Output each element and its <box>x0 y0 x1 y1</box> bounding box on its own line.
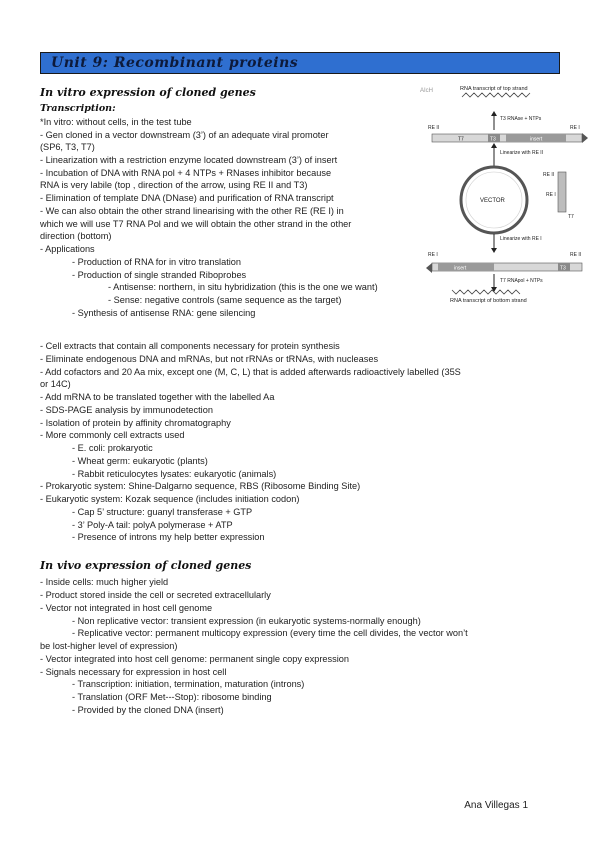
text-line: - Antisense: northern, in situ hybridization (this is the one we want) <box>108 282 378 292</box>
t3-bottom-label: T3 <box>560 265 566 272</box>
text-line: - Inside cells: much higher yield <box>40 577 169 587</box>
text-line: - Vector integrated into host cell genome: permanent single copy expression <box>40 654 349 664</box>
insert-block-vertical <box>558 172 566 212</box>
page-footer: Ana Villegas 1 <box>464 800 528 811</box>
text-line: - SDS-PAGE analysis by immunodetection <box>40 405 213 415</box>
text-line: - Linearization with a restriction enzyme located downstream (3’) of insert <box>40 155 338 165</box>
insert-top-label: insert <box>530 136 543 143</box>
text-line: - Rabbit reticulocytes lysates: eukaryotic (animals) <box>72 469 277 479</box>
re2-bottom-label: RE II <box>570 252 582 258</box>
text-line: - Cap 5’ structure: guanyl transferase + GTP <box>72 507 253 517</box>
text-line: - Production of RNA for in vitro translation <box>72 257 242 267</box>
text-line: - E. coli: prokaryotic <box>72 443 153 453</box>
text-line: - Non replicative vector: transient expression (in eukaryotic systems-normally enough) <box>72 616 421 626</box>
top-transcript-label: RNA transcript of top strand <box>460 86 528 92</box>
section-heading-in-vivo: In vivo expression of cloned genes <box>40 559 252 572</box>
vector-label: VECTOR <box>480 198 505 204</box>
text-line: - Product stored inside the cell or secreted extracellularly <box>40 590 271 600</box>
linearize-re2-label: Linearize with RE II <box>500 150 544 156</box>
bottom-rna-zigzag <box>452 290 520 294</box>
text-line: - Presence of introns my help better expression <box>72 532 265 542</box>
text-line: - Sense: negative controls (same sequence as the target) <box>108 295 342 305</box>
linearize-up-arrow-head <box>491 143 497 148</box>
re1-bottom-label: RE I <box>428 252 438 258</box>
bottom-dna-arrowhead <box>426 263 432 273</box>
text-line: - Add mRNA to be translated together with the labelled Aa <box>40 392 275 402</box>
text-line: which we will use T7 RNA Pol and we will obtain the other strand in the other <box>40 219 352 229</box>
text-line: - Elimination of template DNA (DNase) and purification of RNA transcript <box>40 193 334 203</box>
re2-top-label: RE II <box>428 125 440 131</box>
section-heading-in-vitro: In vitro expression of cloned genes <box>40 86 256 99</box>
transcription-diagram <box>418 84 590 304</box>
bottom-transcript-label: RNA transcript of bottom strand <box>450 298 527 304</box>
top-rna-zigzag <box>462 93 530 97</box>
linearize-re1-label: Linearize with RE I <box>500 236 542 242</box>
text-line: - Vector not integrated in host cell genome <box>40 603 213 613</box>
text-line: - Provided by the cloned DNA (insert) <box>72 705 224 715</box>
t7-top-label: T7 <box>458 136 464 143</box>
bottom-down-arrow-head <box>491 287 497 292</box>
text-line: - Signals necessary for expression in host cell <box>40 667 227 677</box>
text-line: RNA is very labile (top , direction of the arrow, using RE II and T3) <box>40 180 308 190</box>
text-line: - Replicative vector: permanent multicopy expression (every time the cell divides, the vector won’t <box>72 628 468 638</box>
text-line: or 14C) <box>40 379 71 389</box>
corner-label: AIcH <box>420 88 434 94</box>
re1-top-label: RE I <box>570 125 580 131</box>
text-line: - 3’ Poly-A tail: polyA polymerase + ATP <box>72 520 233 530</box>
text-line: direction (bottom) <box>40 231 112 241</box>
text-line: - Translation (ORF Met---Stop): ribosome binding <box>72 692 272 702</box>
text-line: - Wheat germ: eukaryotic (plants) <box>72 456 208 466</box>
bottom-pol-label: T7 RNApol + NTPs <box>500 278 543 284</box>
re1-side-label: RE I <box>546 192 556 198</box>
text-line: - Prokaryotic system: Shine-Dalgarno sequence, RBS (Ribosome Binding Site) <box>40 481 361 491</box>
text-line: - More commonly cell extracts used <box>40 430 185 440</box>
text-line: - We can also obtain the other strand linearising with the other RE (RE I) in <box>40 206 344 216</box>
text-line: *In vitro: without cells, in the test tube <box>40 117 192 127</box>
text-line: - Eliminate endogenous DNA and mRNAs, but not rRNAs or tRNAs, with nucleases <box>40 354 379 364</box>
t7-side-label: T7 <box>568 214 574 220</box>
text-line: - Transcription: initiation, termination, maturation (introns) <box>72 679 305 689</box>
text-line: - Eukaryotic system: Kozak sequence (includes initiation codon) <box>40 494 300 504</box>
text-line: - Isolation of protein by affinity chromatography <box>40 418 231 428</box>
text-line: - Gen cloned in a vector downstream (3’) of an adequate viral promoter <box>40 130 329 140</box>
text-line: - Incubation of DNA with RNA pol + 4 NTPs + RNases inhibitor because <box>40 168 332 178</box>
up-arrow-head <box>491 111 497 116</box>
text-line: - Synthesis of antisense RNA: gene silencing <box>72 308 256 318</box>
text-line: (SP6, T3, T7) <box>40 142 95 152</box>
unit-title-banner <box>40 52 560 74</box>
unit-title: Unit 9: Recombinant proteins <box>51 55 299 71</box>
subheading-transcription: Transcription: <box>40 103 116 114</box>
text-line: - Production of single stranded Riboprobes <box>72 270 247 280</box>
top-dna-arrowhead <box>582 133 588 143</box>
top-pol-label: T3 RNAse + NTPs <box>500 116 542 122</box>
text-line: - Cell extracts that contain all components necessary for protein synthesis <box>40 341 340 351</box>
t3-top-label: T3 <box>490 136 496 143</box>
text-line: be lost-higher level of expression) <box>40 641 178 651</box>
text-line: - Add cofactors and 20 Aa mix, except one (M, C, L) that is added afterwards radioactively labelled (35S <box>40 367 461 377</box>
insert-bottom-label: insert <box>454 265 467 272</box>
re2-side-label: RE II <box>543 172 555 178</box>
down-arrow-head <box>491 248 497 253</box>
text-line: - Applications <box>40 244 95 254</box>
